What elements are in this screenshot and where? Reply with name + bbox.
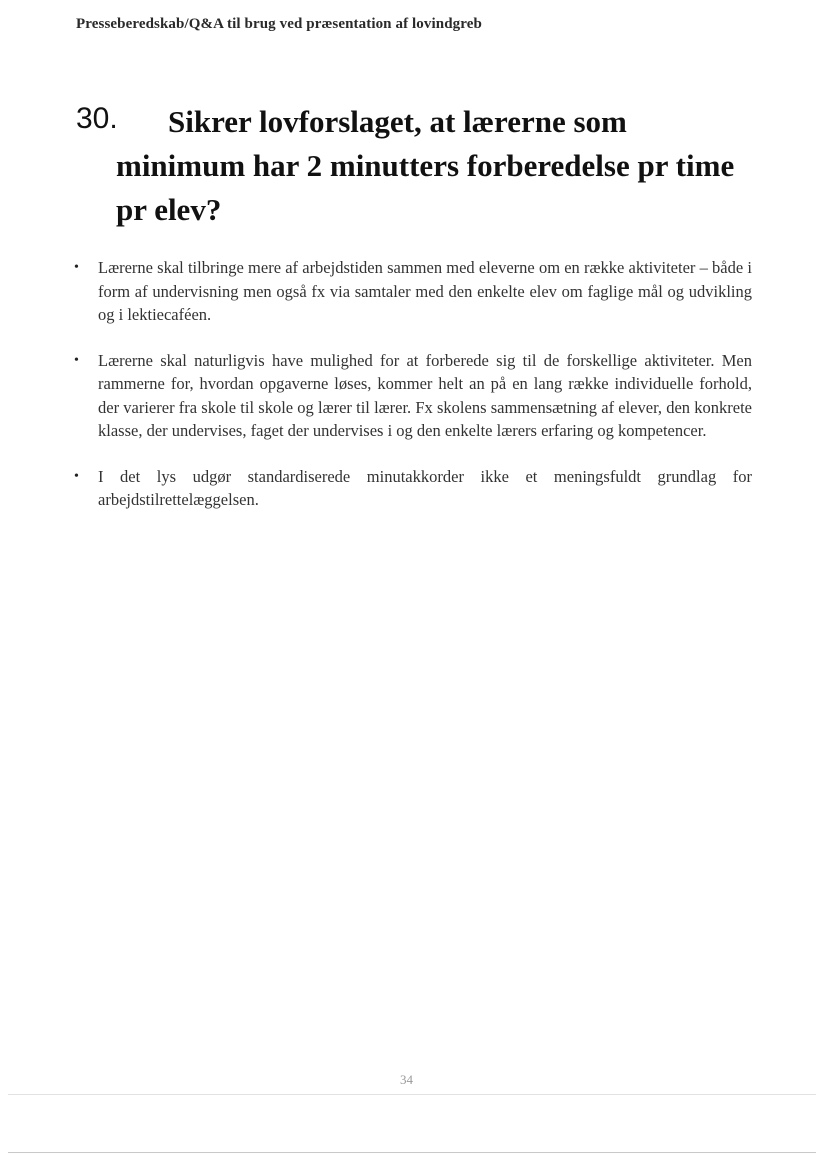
page-number: 34 xyxy=(400,1072,413,1087)
bullet-dot-icon: • xyxy=(74,468,79,484)
scan-line-divider xyxy=(8,1152,816,1153)
question-number: 30. xyxy=(76,102,118,135)
running-header: Presseberedskab/Q&A til brug ved præsentation af lovindgreb xyxy=(76,16,482,32)
answer-bullet-3 xyxy=(72,465,752,512)
answer-bullet-1 xyxy=(72,256,752,327)
scan-line-divider xyxy=(8,1094,816,1095)
answer-bullet-list xyxy=(72,256,752,534)
question-block xyxy=(76,100,736,232)
question-title: Sikrer lovforslaget, at lærerne som minimum har 2 minutters forberedelse pr time pr elev? xyxy=(116,104,735,227)
bullet-text: Lærerne skal tilbringe mere af arbejdstiden sammen med eleverne om en række aktiviteter – både i form af undervisning men også fx via samtaler med den enkelte elev om faglige mål og udvikling og i lektiecaféen. xyxy=(98,258,752,324)
answer-bullet-2 xyxy=(72,349,752,443)
bullet-text: Lærerne skal naturligvis have mulighed for at forberede sig til de forskellige aktiviteter. Men rammerne for, hvordan opgaverne løses, kommer helt an på en lang række individuelle forhold, der varierer fra skole til skole og lærer til lærer. Fx skolens sammensætning af elever, den konkrete klasse, der undervises, faget der undervises i og den enkelte lærers erfaring og kompetencer. xyxy=(98,350,752,440)
bullet-dot-icon: • xyxy=(74,352,79,368)
bullet-dot-icon: • xyxy=(74,260,79,275)
bullet-text: I det lys udgør standardiserede minutakkorder ikke et meningsfuldt grundlag for arbejdstilrettelæggelsen. xyxy=(98,466,752,509)
